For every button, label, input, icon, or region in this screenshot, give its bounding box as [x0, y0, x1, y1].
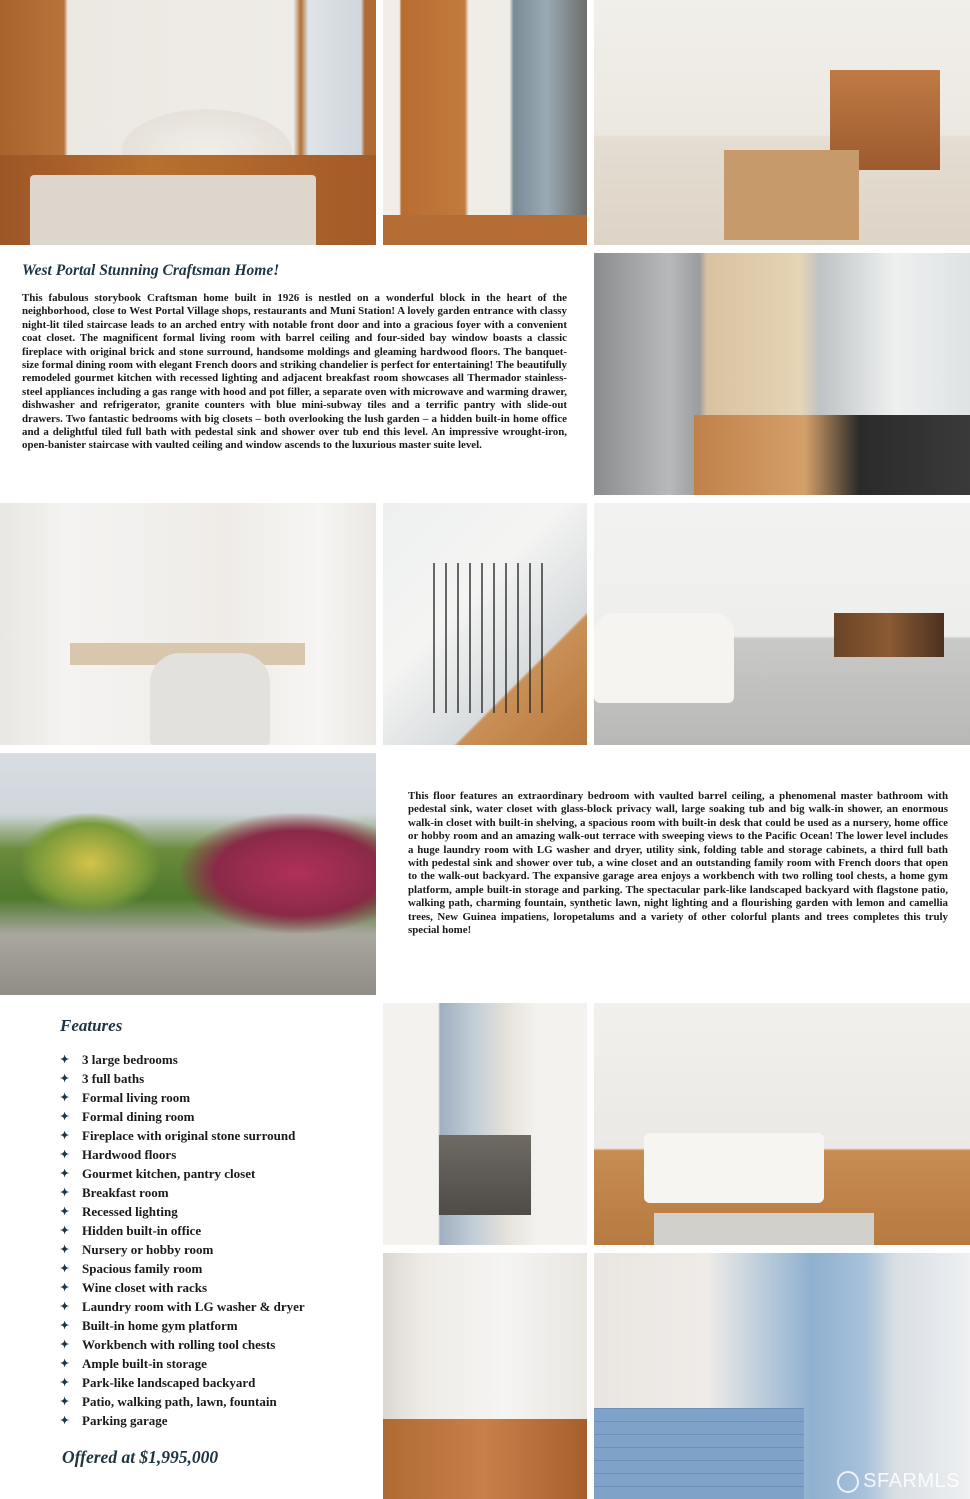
diamond-bullet-icon: ✦ — [60, 1149, 70, 1161]
diamond-bullet-icon: ✦ — [60, 1168, 70, 1180]
feature-item: ✦ 3 large bedrooms — [60, 1051, 178, 1067]
listing-price: Offered at $1,995,000 — [62, 1447, 219, 1467]
diamond-bullet-icon: ✦ — [60, 1263, 70, 1275]
home-office-photo — [0, 503, 376, 745]
features-heading: Features — [60, 1016, 123, 1035]
family-room-photo — [594, 503, 970, 745]
diamond-bullet-icon: ✦ — [60, 1301, 70, 1313]
diamond-bullet-icon: ✦ — [60, 1282, 70, 1294]
diamond-bullet-icon: ✦ — [60, 1187, 70, 1199]
diamond-bullet-icon: ✦ — [60, 1092, 70, 1104]
feature-item: ✦ Formal living room — [60, 1089, 191, 1105]
diamond-bullet-icon: ✦ — [60, 1339, 70, 1351]
diamond-bullet-icon: ✦ — [60, 1244, 70, 1256]
feature-item: ✦ Built-in home gym platform — [60, 1317, 238, 1333]
feature-item: ✦ Recessed lighting — [60, 1203, 178, 1219]
feature-item: ✦ 3 full baths — [60, 1070, 145, 1086]
feature-item: ✦ Spacious family room — [60, 1260, 203, 1276]
terrace-photo — [383, 1003, 587, 1245]
front-door-photo — [383, 0, 587, 245]
diamond-bullet-icon: ✦ — [60, 1358, 70, 1370]
diamond-bullet-icon: ✦ — [60, 1225, 70, 1237]
garden-photo — [0, 753, 376, 995]
diamond-bullet-icon: ✦ — [60, 1415, 70, 1427]
feature-item: ✦ Breakfast room — [60, 1184, 169, 1200]
features-list — [60, 1050, 305, 1430]
feature-item: ✦ Hardwood floors — [60, 1146, 177, 1162]
feature-item: ✦ Formal dining room — [60, 1108, 195, 1124]
feature-item: ✦ Park-like landscaped backyard — [60, 1374, 256, 1390]
dining-room-photo — [0, 0, 376, 245]
diamond-bullet-icon: ✦ — [60, 1206, 70, 1218]
walk-in-closet-photo — [383, 1253, 587, 1499]
feature-item: ✦ Ample built-in storage — [60, 1355, 207, 1371]
mls-watermark — [837, 1470, 960, 1493]
description-main: This fabulous storybook Craftsman home built in 1926 is nestled on a wonderful block in the heart of the neighborhood, close to West Portal Village shops, restaurants and Muni Station! A lovely garden entrance with classy night-lit tiled staircase leads to an arched entry with notable front door and into a gracious foyer with a convenient coat closet. The magnificent formal living room with barrel ceiling and four-sided bay window boasts a classic fireplace with original brick and stone surround, handsome moldings and gleaming hardwood floors. The banquet-size formal dining room with elegant French doors and striking chandelier is perfect for entertaining! The beautifully remodeled gourmet kitchen with recessed lighting and adjacent breakfast room showcases all Thermador stainless-steel appliances including a gas range with hood and pot filler, a separate oven with microwave and warming drawer, dishwasher and refrigerator, granite counters with blue mini-subway tiles and a terrific pantry with slide-out drawers. Two fantastic bedrooms with big closets – both overlooking the lush garden – a hidden built-in home office and a delightful tiled full bath with pedestal sink and shower over tub end this level. An impressive wrought-iron, open-banister staircase with vaulted ceiling and window ascends to the luxurious master suite level. — [22, 292, 567, 452]
master-bath-photo — [594, 1253, 970, 1499]
feature-item: ✦ Patio, walking path, lawn, fountain — [60, 1393, 277, 1409]
diamond-bullet-icon: ✦ — [60, 1054, 70, 1066]
sfarmls-logo-icon — [837, 1471, 859, 1493]
diamond-bullet-icon: ✦ — [60, 1073, 70, 1085]
diamond-bullet-icon: ✦ — [60, 1111, 70, 1123]
diamond-bullet-icon: ✦ — [60, 1130, 70, 1142]
feature-item: ✦ Gourmet kitchen, pantry closet — [60, 1165, 256, 1181]
master-bedroom-photo — [594, 1003, 970, 1245]
diamond-bullet-icon: ✦ — [60, 1377, 70, 1389]
diamond-bullet-icon: ✦ — [60, 1396, 70, 1408]
living-room-photo — [594, 0, 970, 245]
description-upper-lower-levels: This floor features an extraordinary bedroom with vaulted barrel ceiling, a phenomenal master bathroom with pedestal sink, water closet with glass-block privacy wall, large soaking tub and big walk-in shower, an enormous walk-in closet with built-in shelving, a spacious room with built-in desk that could be used as a nursery, home office or hobby room and an amazing walk-out terrace with sweeping views to the Pacific Ocean! The lower level includes a huge laundry room with LG washer and dryer, utility sink, folding table and storage cabinets, a third full bath with pedestal sink and shower over tub, a wine closet and an outstanding family room with French doors that open to the walk-out backyard. The expansive garage area enjoys a workbench with two rolling tool chests, a home gym platform, ample built-in storage and parking. The spectacular park-like landscaped backyard with flagstone patio, walking path, charming fountain, synthetic lawn, night lighting and a flourishing garden with lemon and camellia trees, New Guinea impatiens, loropetalums and a variety of other colorful plants and trees completes this truly special home! — [408, 790, 948, 937]
feature-item: ✦ Hidden built-in office — [60, 1222, 202, 1238]
feature-item: ✦ Parking garage — [60, 1412, 168, 1428]
feature-item: ✦ Nursery or hobby room — [60, 1241, 214, 1257]
feature-item: ✦ Fireplace with original stone surround — [60, 1127, 296, 1143]
diamond-bullet-icon: ✦ — [60, 1320, 70, 1332]
kitchen-photo — [594, 253, 970, 495]
feature-item: ✦ Laundry room with LG washer & dryer — [60, 1298, 305, 1314]
listing-title: West Portal Stunning Craftsman Home! — [22, 262, 280, 279]
feature-item: ✦ Wine closet with racks — [60, 1279, 208, 1295]
feature-item: ✦ Workbench with rolling tool chests — [60, 1336, 276, 1352]
staircase-photo — [383, 503, 587, 745]
watermark-text: SFARMLS — [863, 1470, 960, 1492]
